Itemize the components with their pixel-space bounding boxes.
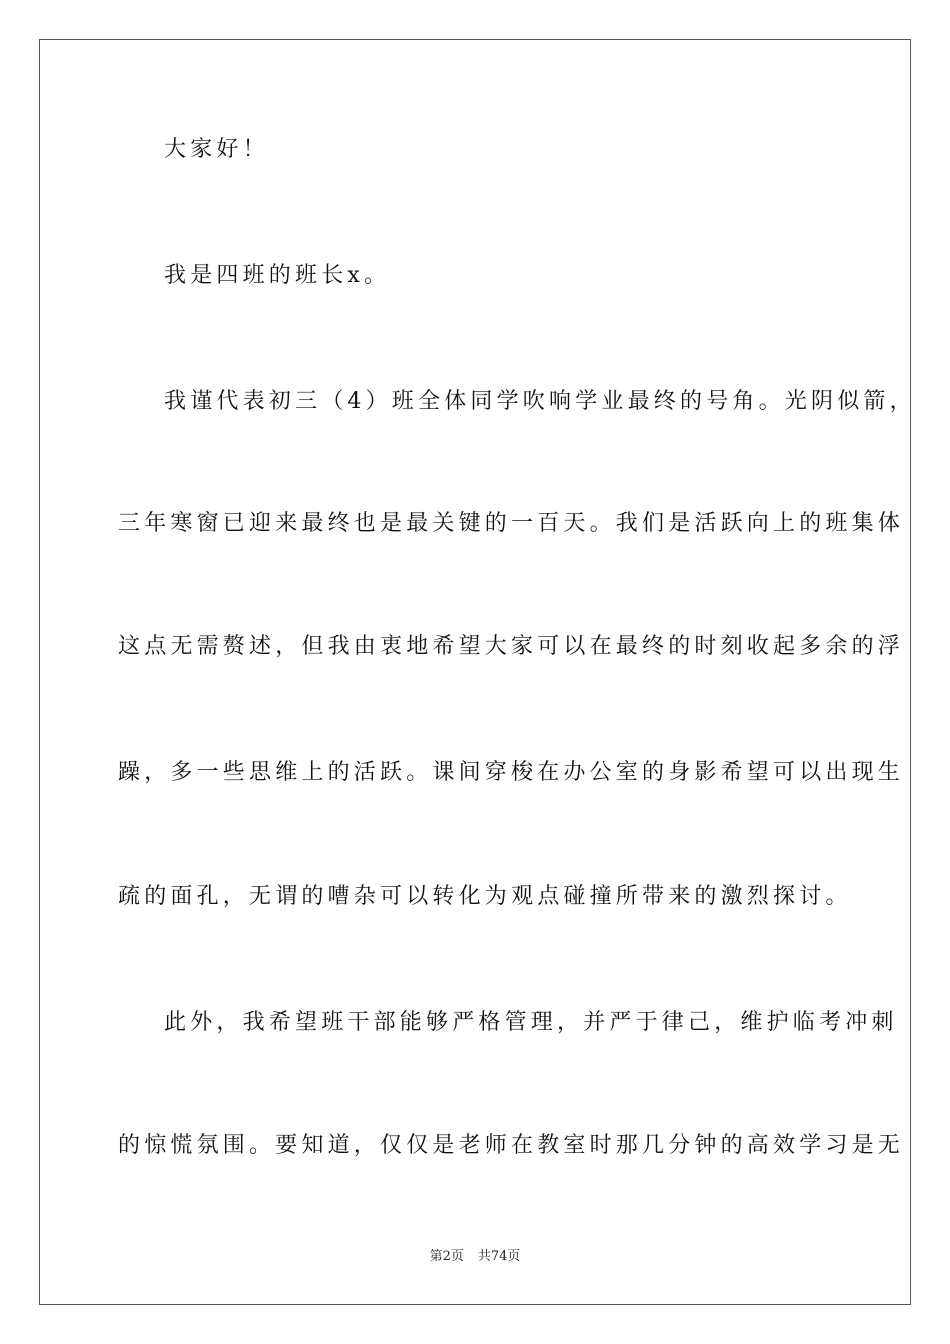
intro-line: 我是四班的班长x。	[164, 263, 391, 288]
greeting-line: 大家好！	[164, 137, 269, 162]
paragraph-line: 此外，我希望班干部能够严格管理，并严于律己，维护临考冲刺	[164, 1010, 898, 1035]
page-number: 第2页	[429, 1249, 464, 1264]
page-border	[39, 39, 911, 1305]
paragraph-line: 我谨代表初三（4）班全体同学吹响学业最终的号角。光阴似箭，	[164, 389, 916, 414]
paragraph-line: 疏的面孔，无谓的嘈杂可以转化为观点碰撞所带来的激烈探讨。	[118, 884, 852, 909]
paragraph-line: 三年寒窗已迎来最终也是最关键的一百天。我们是活跃向上的班集体	[118, 511, 905, 536]
page-footer	[0, 1248, 950, 1266]
paragraph-line: 这点无需赘述，但我由衷地希望大家可以在最终的时刻收起多余的浮	[118, 634, 905, 659]
paragraph-line: 躁，多一些思维上的活跃。课间穿梭在办公室的身影希望可以出现生	[118, 760, 905, 785]
paragraph-line: 的惊慌氛围。要知道，仅仅是老师在教室时那几分钟的高效学习是无	[118, 1133, 905, 1158]
total-pages: 共74页	[477, 1249, 521, 1264]
